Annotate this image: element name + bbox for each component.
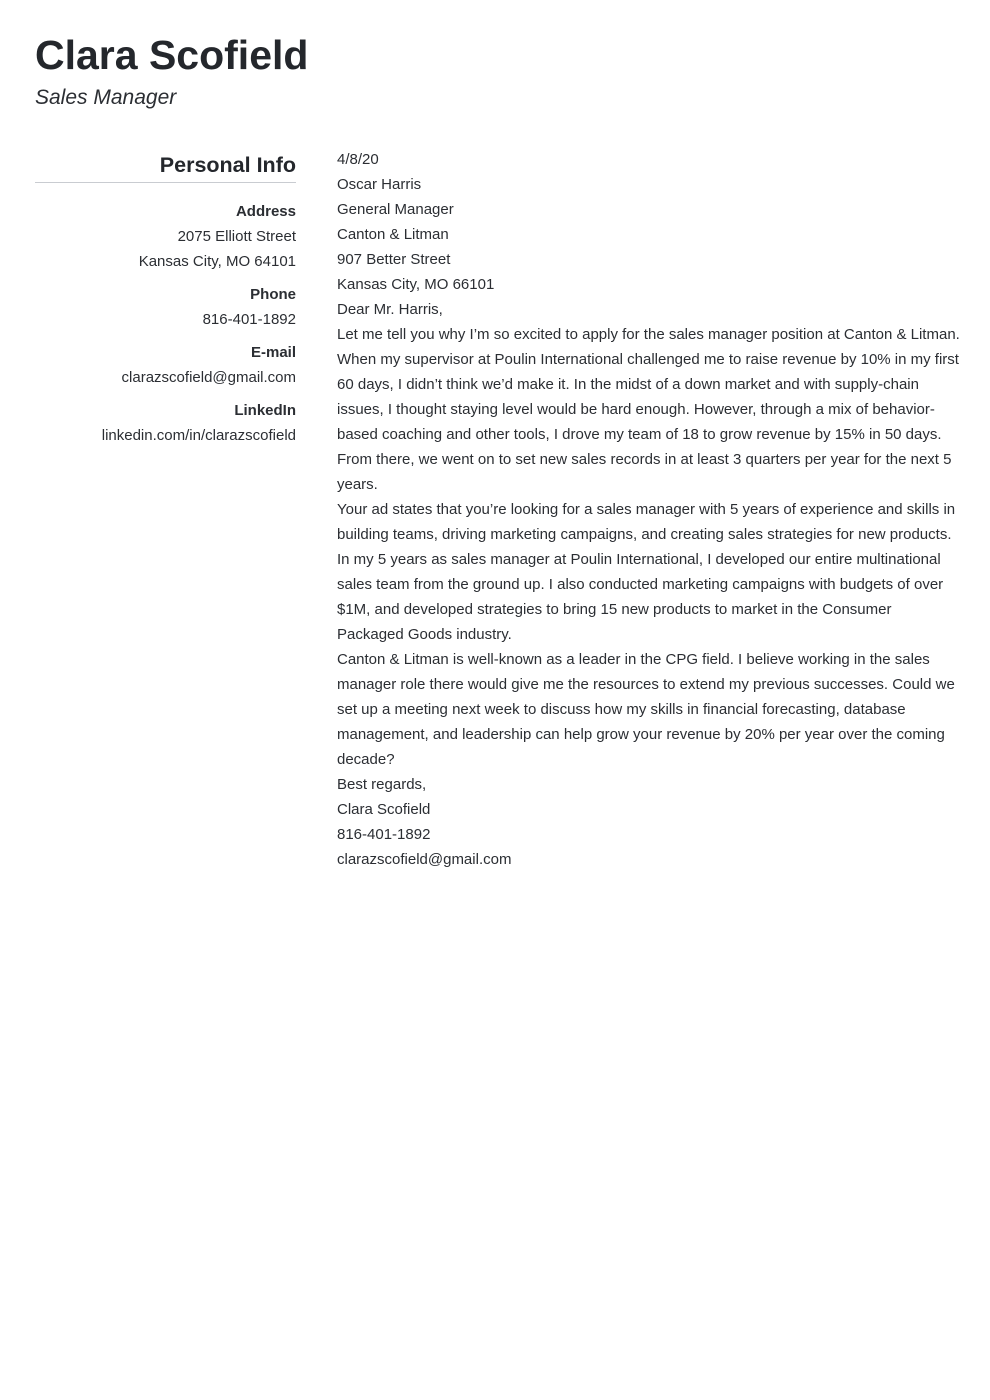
linkedin-value[interactable]: linkedin.com/in/clarazscofield xyxy=(101,427,296,444)
email-value[interactable]: clarazscofield@gmail.com xyxy=(121,369,296,386)
signature-phone: 816-401-1892 xyxy=(337,826,431,843)
recipient-city: Kansas City, MO 66101 xyxy=(337,276,495,293)
linkedin-label: LinkedIn xyxy=(234,402,296,419)
body-paragraph-2: Your ad states that you’re looking for a sales manager with 5 years of experience and skills in building teams, driving marketing campaigns, and creating sales strategies for new products. In my 5 years as sales manager at Poulin International, I developed our entire multinational sales team from the ground up. I also conducted marketing campaigns with budgets of over $1M, and developed strategies to bring 15 new products to market in the Consumer Packaged Goods industry. xyxy=(337,501,956,643)
address-group xyxy=(35,199,296,274)
signature-block xyxy=(337,797,962,872)
recipient-company: Canton & Litman xyxy=(337,226,449,243)
recipient-block xyxy=(337,172,962,297)
body-paragraph-3: Canton & Litman is well-known as a leader in the CPG field. I believe working in the sales manager role there would give me the resources to extend my previous successes. Could we set up a meeting next week to discuss how my skills in financial forecasting, database management, and leadership can help grow your revenue by 20% per year over the coming decade? xyxy=(337,651,955,768)
address-label: Address xyxy=(235,203,296,220)
address-line-2: Kansas City, MO 64101 xyxy=(138,253,296,270)
personal-info-heading: Personal Info xyxy=(35,148,296,183)
recipient-title: General Manager xyxy=(337,201,454,218)
phone-label: Phone xyxy=(250,286,296,303)
phone-group xyxy=(35,282,296,332)
address-line-1: 2075 Elliott Street xyxy=(177,228,296,245)
cover-letter-body xyxy=(337,147,962,872)
applicant-title: Sales Manager xyxy=(35,86,177,109)
applicant-name: Clara Scofield xyxy=(35,32,309,78)
closing: Best regards, xyxy=(337,776,427,793)
salutation: Dear Mr. Harris, xyxy=(337,301,443,318)
email-group xyxy=(35,340,296,390)
recipient-name: Oscar Harris xyxy=(337,176,422,193)
body-paragraph-1: Let me tell you why I’m so excited to apply for the sales manager position at Canton & Litman. When my supervisor at Poulin International challenged me to raise revenue by 10% in my first 60 days, I didn’t think we’d make it. In the midst of a down market and with supply-chain issues, I thought staying level would be hard enough. However, through a mix of behavior-based coaching and other tools, I drove my team of 18 to grow revenue by 15% in 50 days. From there, we went on to set new sales records in at least 3 quarters per year for the next 5 years. xyxy=(337,326,960,493)
linkedin-group xyxy=(35,398,296,448)
email-label: E-mail xyxy=(250,344,296,361)
signature-name: Clara Scofield xyxy=(337,801,431,818)
phone-value: 816-401-1892 xyxy=(202,311,296,328)
signature-email[interactable]: clarazscofield@gmail.com xyxy=(337,851,512,868)
letter-date: 4/8/20 xyxy=(337,151,379,168)
personal-info-sidebar xyxy=(35,148,296,456)
recipient-street: 907 Better Street xyxy=(337,251,451,268)
resume-header xyxy=(35,30,308,112)
